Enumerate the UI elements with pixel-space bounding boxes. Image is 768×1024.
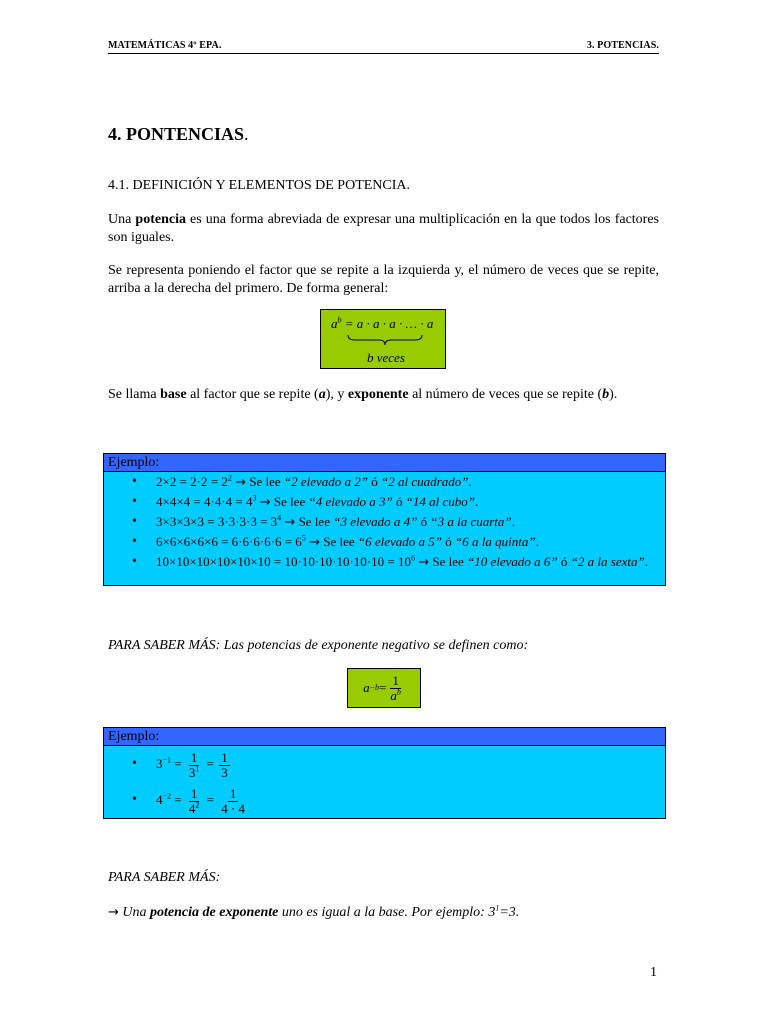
list-item: • $4\times 4\times 4 = 4\cdot 4\cdot 4 = 4^3 \to Se$ lee “4 elevado a 3” ó “14 al cubo”. — [156, 492, 665, 512]
saber-mas-heading: PARA SABER MÁS: — [108, 870, 221, 885]
arrow-icon: → — [108, 905, 119, 920]
list-item: • $3^{-1}$ = $\frac{1}{3^1}$ = $\frac{1}{3}$ — [156, 746, 665, 782]
base-exponent-paragraph: Se llama base al factor que se repite (a), y exponente al número de veces que se repite (b). — [108, 387, 618, 402]
fraction: $\frac{1}{3^1}$ — [188, 749, 200, 780]
term-potencia: potencia — [135, 212, 186, 227]
arrow-icon: → — [284, 515, 296, 530]
fraction: $\frac{1}{4^2}$ — [188, 785, 200, 816]
list-item: • $6\times 6\times 6\times 6\times 6 = 6\cdot 6\cdot 6\cdot 6\cdot 6 = 6^5 \to Se$ lee “6 elevado a 5” ó “6 a la quinta”. — [156, 532, 665, 552]
definition-paragraph: Una potencia es una forma abreviada de expresar una multiplicación en la que todos los factores son iguales. — [108, 212, 659, 245]
page-title: 4. PONTENCIAS. — [108, 124, 249, 144]
header-right: 3. POTENCIAS. — [586, 40, 659, 51]
general-formula-label: b veces — [367, 350, 405, 365]
representation-paragraph: Se representa poniendo el factor que se repite a la izquierda y, el número de veces que se repite, arriba a la derecha del primero. De forma general: — [108, 263, 659, 296]
fraction: $\frac{1}{a^b}$ — [390, 672, 401, 703]
arrow-icon: → — [418, 555, 430, 570]
arrow-icon: → — [259, 495, 271, 510]
underbrace-icon — [347, 334, 423, 346]
page-number: 1 — [650, 965, 657, 980]
fraction: $\frac{1}{4 \cdot 4}$ — [221, 785, 246, 816]
example-box-1 — [103, 453, 666, 586]
general-formula-box — [320, 309, 446, 369]
negative-exponent-formula-box: a −b = $\frac{1}{a^b}$ — [347, 668, 421, 708]
example-list — [104, 746, 665, 818]
fraction: $\frac{1}{3}$ — [221, 749, 228, 780]
list-item: • $4^{-2}$ = $\frac{1}{4^2}$ = $\frac{1}{4 \cdot 4}$ — [156, 782, 665, 818]
arrow-icon: → — [235, 475, 246, 490]
example-box-2 — [103, 727, 666, 819]
arrow-icon: → — [309, 535, 320, 550]
saber-mas-negative: PARA SABER MÁS: Las potencias de exponente negativo se definen como: — [108, 638, 529, 653]
section-heading: 4.1. DEFINICIÓN Y ELEMENTOS DE POTENCIA. — [108, 178, 411, 193]
general-formula: $a^b = a \cdot a \cdot a$ · … · a — [331, 315, 434, 331]
list-item: • $3\times 3\times 3\times 3 = 3\cdot 3\cdot 3\cdot 3 = 3^4 \to Se$ lee “3 elevado a 4” ó “3 a la cuarta”. — [156, 512, 665, 532]
list-item: • $2\times 2 = 2\cdot 2 = 2^2 \to Se$ lee “2 elevado a 2” ó “2 al cuadrado”. — [156, 472, 665, 492]
example-header: Ejemplo: — [104, 454, 665, 472]
example-header: Ejemplo: — [104, 728, 665, 746]
list-item: • $10\times 10\times 10\times 10\times 10\times 10 = 10\cdot 10\cdot 10\cdot 10\cdot 10\cdot 10 = 10^6 \to Se$ lee “10 elevado a 6” ó “2 a la sexta”. — [156, 552, 665, 572]
example-list — [104, 472, 665, 572]
exponent-one-note: → Una potencia de exponente uno es igual a la base. Por ejemplo: $3^1=3$. — [108, 903, 520, 920]
header-left: MATEMÁTICAS 4º EPA. — [108, 40, 222, 51]
page-header — [108, 40, 659, 54]
